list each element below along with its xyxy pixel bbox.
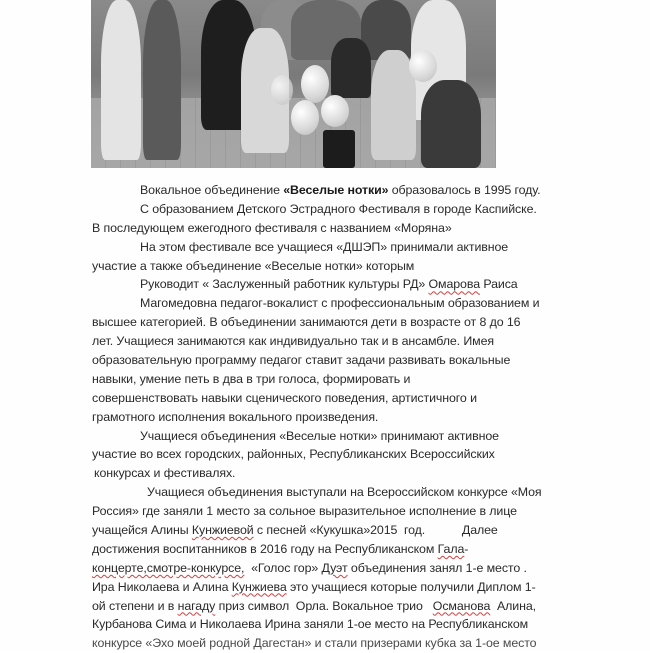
text-line: Россия» где заняли 1 место за сольное выразительное исполнение в лице xyxy=(92,504,517,519)
photo-person xyxy=(331,38,371,98)
photo-balloon xyxy=(301,65,329,103)
text-run: Раиса xyxy=(479,277,518,292)
text-line: С образованием Детского Эстрадного Фестиваля в городе Каспийске. xyxy=(140,201,537,216)
text-line xyxy=(92,578,632,597)
text-line: образовательную программу педагог ставит задачи развивать вокальные xyxy=(92,353,511,368)
text-line xyxy=(92,559,632,578)
text-line: Учащиеся объединения «Веселые нотки» принимают активное xyxy=(140,428,499,443)
text-line: грамотного исполнения вокального произведения. xyxy=(92,409,379,424)
text-run: Алина, xyxy=(490,598,536,613)
text-line: В последующем ежегодного фестиваля с названием «Моряна» xyxy=(92,220,452,235)
photo-balloon xyxy=(409,50,437,82)
spellcheck-word[interactable]: Османова xyxy=(432,598,491,613)
text-line: высшее категорией. В объединении занимаются дети в возрасте от 8 до 16 xyxy=(92,315,521,330)
spellcheck-word[interactable]: концерте,смотре-конкурсе, xyxy=(92,560,245,575)
text-line xyxy=(92,275,632,294)
text-line: лет. Учащиеся занимаются как индивидуально так и в ансамбле. Имея xyxy=(92,334,494,349)
text-line xyxy=(92,540,632,559)
text-line: Курбанова Сима и Николаева Ирина заняли 1-ое место на Республиканском xyxy=(92,617,529,632)
document-body xyxy=(92,181,632,653)
text-run: достижения воспитанников в 2016 году на Республиканском xyxy=(92,541,438,556)
photo-bag xyxy=(323,130,355,168)
text-run: Ира Николаева и Алина xyxy=(92,579,232,594)
text-line: Магомедовна педагог-вокалист с профессиональным образованием и xyxy=(140,296,540,311)
text-run: объединения занял 1-е место . xyxy=(347,560,527,575)
photo-balloon xyxy=(271,75,293,105)
text-run: - xyxy=(464,541,469,556)
text-run: учащейся Алины xyxy=(92,523,192,538)
text-run: это учащиеся которые получили Диплом 1- xyxy=(286,579,536,594)
spellcheck-word[interactable]: Дуэт xyxy=(321,560,348,575)
text-run: с песней «Кукушка»2015 год. Далее xyxy=(253,523,498,538)
text-run: Руководит « Заслуженный работник культуры РД» xyxy=(140,277,429,292)
text-line: конкурсах и фестивалях. xyxy=(94,466,236,481)
text-line: Учащиеся объединения выступали на Всероссийском конкурсе «Моя xyxy=(147,485,542,500)
spellcheck-word[interactable]: Гала xyxy=(437,541,465,556)
text-run: приз символ Орла. Вокальное трио xyxy=(215,598,433,613)
text-line-clipped: конкурсе «Эхо моей родной Дагестан» и стали призерами кубка за 1-ое место xyxy=(92,636,537,651)
text-line: участие во всех городских, районных, Республиканских Всероссийских xyxy=(92,447,495,462)
text-run: образовалось в 1995 году. xyxy=(388,183,541,197)
text-line: На этом фестивале все учащиеся «ДШЭП» принимали активное xyxy=(140,239,509,254)
spellcheck-word[interactable]: Омарова xyxy=(428,277,480,292)
photo-person xyxy=(101,0,141,160)
group-photo xyxy=(91,0,496,168)
spellcheck-word[interactable]: нагаду xyxy=(177,598,216,613)
spellcheck-word[interactable]: Кунжиева xyxy=(231,579,287,594)
text-run: «Голос гор» xyxy=(244,560,322,575)
photo-balloon xyxy=(291,100,319,135)
ensemble-name-bold: «Веселые нотки» xyxy=(283,183,389,197)
photo-balloon xyxy=(321,95,349,127)
text-line: совершенствовать навыки сценического поведения, артистичного и xyxy=(92,390,477,405)
photo-person xyxy=(421,80,481,168)
text-run: Вокальное объединение xyxy=(140,183,284,197)
spellcheck-word[interactable]: Кунжиевой xyxy=(191,523,254,538)
text-line: участие а также объединение «Веселые нотки» которым xyxy=(92,258,415,273)
text-line: навыки, умение петь в два в три голоса, формировать и xyxy=(92,371,411,386)
text-line xyxy=(92,597,632,616)
photo-person xyxy=(143,0,181,160)
text-line xyxy=(92,521,632,540)
text-line xyxy=(92,181,632,200)
text-run: ой степени и в xyxy=(92,598,178,613)
